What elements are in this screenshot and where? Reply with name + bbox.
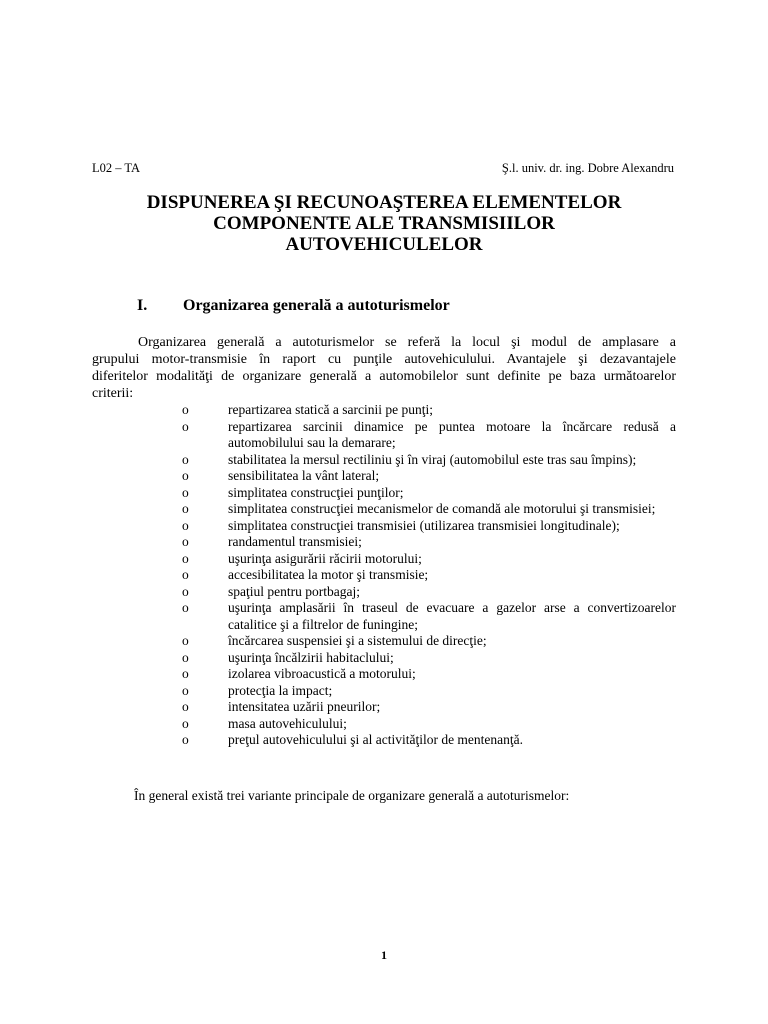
criteria-list-item [92, 551, 676, 568]
criteria-list-item [92, 732, 676, 749]
criteria-text: uşurinţa încălzirii habitaclului; [228, 649, 394, 665]
bullet-icon: o [182, 649, 189, 665]
bullet-icon: o [182, 699, 189, 714]
criteria-text: simplitatea construcţiei transmisiei (utilizarea transmisiei longitudinale); [228, 517, 620, 533]
bullet-icon: o [182, 715, 189, 731]
criteria-text: încărcarea suspensiei şi a sistemului de direcţie; [228, 633, 487, 648]
document-title [92, 192, 676, 255]
intro-line: Organizarea generală a autoturismelor se referă la locul şi modul de amplasare a [138, 335, 676, 350]
bullet-icon: o [182, 484, 189, 500]
header-course-code: L02 – TA [92, 161, 141, 175]
bullet-icon: o [182, 517, 189, 533]
criteria-list-item [92, 452, 676, 469]
criteria-text: accesibilitatea la motor şi transmisie; [228, 567, 429, 582]
criteria-text: sensibilitatea la vânt lateral; [228, 468, 380, 483]
section-heading [137, 296, 450, 316]
criteria-text: uşurinţa amplasării în traseul de evacuare a gazelor arse a convertizoarelor catalitice şi a filtrelor de funingine; [228, 600, 676, 632]
criteria-list-item [92, 600, 676, 633]
criteria-list-item [92, 534, 676, 551]
bullet-icon: o [182, 666, 189, 681]
bullet-icon: o [182, 633, 189, 648]
intro-paragraph [92, 334, 676, 402]
section-title: Organizarea generală a autoturismelor [183, 297, 450, 314]
intro-line: diferitelor modalităţi de organizare generală a automobilelor sunt definite pe baza următoarelor [92, 369, 676, 384]
criteria-text: preţul autovehiculului şi al activităţilor de mentenanţă. [228, 732, 524, 747]
criteria-list [92, 402, 676, 749]
criteria-list-item [92, 485, 676, 502]
criteria-list-item [92, 716, 676, 733]
bullet-icon: o [182, 732, 189, 747]
criteria-list-item [92, 419, 676, 452]
criteria-text: spaţiul pentru portbagaj; [228, 583, 360, 599]
title-line: AUTOVEHICULELOR [285, 234, 483, 255]
intro-line: grupului motor-transmisie în raport cu punţile autovehiculului. Avantajele şi dezavantajele [92, 352, 676, 367]
bullet-icon: o [182, 501, 189, 516]
page-number: 1 [381, 948, 387, 962]
criteria-text: izolarea vibroacustică a motorului; [228, 666, 416, 681]
bullet-icon: o [182, 451, 189, 467]
criteria-list-item [92, 699, 676, 716]
bullet-icon: o [182, 402, 189, 417]
criteria-list-item [92, 402, 676, 419]
criteria-text: randamentul transmisiei; [228, 534, 362, 549]
bullet-icon: o [182, 550, 189, 566]
criteria-text: masa autovehiculului; [228, 715, 347, 731]
section-number: I. [137, 297, 148, 314]
criteria-list-item [92, 666, 676, 683]
bullet-icon: o [182, 567, 189, 582]
criteria-text: protecţia la impact; [228, 682, 333, 698]
criteria-list-item [92, 650, 676, 667]
criteria-list-item [92, 501, 676, 518]
criteria-text: repartizarea sarcinii dinamice pe puntea motoare la încărcare redusă a automobilului sau la demarare; [228, 418, 676, 450]
closing-sentence: În general există trei variante principale de organizare generală a autoturismelor: [134, 788, 570, 803]
criteria-text: simplitatea construcţiei mecanismelor de comandă ale motorului şi transmisiei; [228, 501, 656, 516]
title-line: COMPONENTE ALE TRANSMISIILOR [213, 213, 555, 234]
criteria-list-item [92, 518, 676, 535]
bullet-icon: o [182, 600, 189, 615]
bullet-icon: o [182, 583, 189, 599]
criteria-text: intensitatea uzării pneurilor; [228, 699, 381, 714]
title-line: DISPUNEREA ŞI RECUNOAŞTEREA ELEMENTELOR [146, 192, 622, 213]
bullet-icon: o [182, 682, 189, 698]
criteria-text: stabilitatea la mersul rectiliniu şi în viraj (automobilul este tras sau împins); [228, 451, 637, 467]
criteria-list-item [92, 584, 676, 601]
criteria-list-item [92, 567, 676, 584]
bullet-icon: o [182, 418, 189, 434]
criteria-text: simplitatea construcţiei punţilor; [228, 484, 404, 500]
criteria-list-item [92, 683, 676, 700]
criteria-list-item [92, 468, 676, 485]
bullet-icon: o [182, 534, 189, 549]
header-author: Ş.l. univ. dr. ing. Dobre Alexandru [501, 161, 674, 175]
intro-line: criterii: [92, 386, 134, 401]
criteria-text: repartizarea statică a sarcinii pe punţi; [228, 402, 434, 417]
criteria-list-item [92, 633, 676, 650]
criteria-text: uşurinţa asigurării răcirii motorului; [228, 550, 422, 566]
bullet-icon: o [182, 468, 189, 483]
